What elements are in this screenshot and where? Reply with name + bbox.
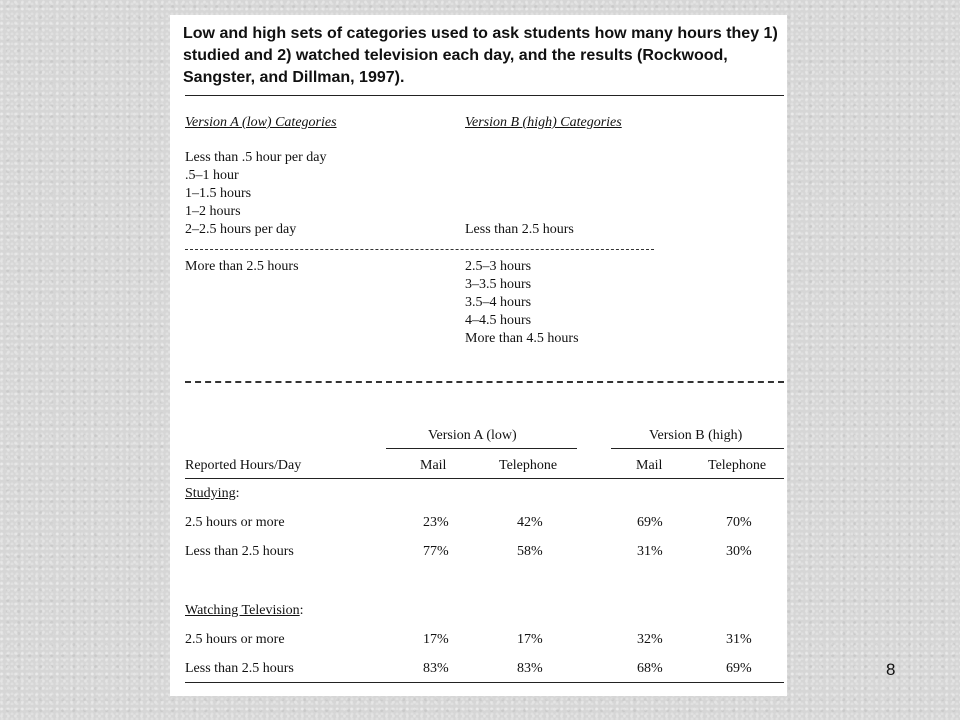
table-cell: 70% [726, 515, 752, 530]
table-cell: 32% [637, 632, 663, 647]
row-label: Less than 2.5 hours [185, 544, 294, 559]
document-page [170, 15, 787, 696]
title-rule [185, 95, 784, 96]
section-label-studying: Studying: [185, 486, 240, 501]
table-cell: 17% [423, 632, 449, 647]
table-cell: 83% [423, 661, 449, 676]
category-item: More than 4.5 hours [465, 331, 579, 346]
table-cell: 68% [637, 661, 663, 676]
category-item: More than 2.5 hours [185, 259, 299, 274]
column-header: Mail [420, 458, 447, 473]
table-cell: 77% [423, 544, 449, 559]
section-label-television: Watching Television: [185, 603, 304, 618]
version-a-heading: Version A (low) Categories [185, 115, 337, 130]
category-item: 3–3.5 hours [465, 277, 532, 292]
group-underline-b [611, 448, 784, 449]
column-header: Mail [636, 458, 663, 473]
row-header: Reported Hours/Day [185, 458, 302, 473]
group-header-version-b: Version B (high) [649, 428, 743, 443]
table-cell: 31% [637, 544, 663, 559]
row-label: 2.5 hours or more [185, 632, 285, 647]
slide-number: 8 [886, 660, 896, 679]
category-item: 1–2 hours [185, 204, 241, 219]
column-header: Telephone [708, 458, 767, 473]
category-item: .5–1 hour [185, 168, 239, 183]
row-label: 2.5 hours or more [185, 515, 285, 530]
document-title: Low and high sets of categories used to ask students how many hours they 1) studied and 2) watched television each day, and the results (Rockwood, Sangster, and Dillman, 1997). [183, 25, 778, 86]
column-header: Telephone [499, 458, 558, 473]
category-item: Less than 2.5 hours [465, 222, 574, 237]
category-item: Less than .5 hour per day [185, 150, 327, 165]
table-cell: 31% [726, 632, 752, 647]
version-b-heading: Version B (high) Categories [465, 115, 622, 130]
version-a-upper-list [185, 149, 327, 239]
table-cell: 58% [517, 544, 543, 559]
group-header-version-a: Version A (low) [428, 428, 517, 443]
category-item: 2.5–3 hours [465, 259, 532, 274]
version-b-upper-list [465, 221, 574, 239]
header-rule [185, 478, 784, 479]
section-divider [185, 381, 784, 383]
category-item: 3.5–4 hours [465, 295, 532, 310]
category-item: 1–1.5 hours [185, 186, 252, 201]
group-underline-a [386, 448, 577, 449]
table-cell: 69% [726, 661, 752, 676]
category-item: 4–4.5 hours [465, 313, 532, 328]
table-cell: 23% [423, 515, 449, 530]
table-cell: 69% [637, 515, 663, 530]
version-a-lower-list [185, 258, 299, 276]
table-cell: 17% [517, 632, 543, 647]
row-label: Less than 2.5 hours [185, 661, 294, 676]
threshold-divider [185, 249, 654, 250]
table-cell: 30% [726, 544, 752, 559]
table-cell: 83% [517, 661, 543, 676]
version-b-lower-list [465, 258, 579, 348]
table-cell: 42% [517, 515, 543, 530]
category-item: 2–2.5 hours per day [185, 222, 297, 237]
table-bottom-rule [185, 682, 784, 683]
